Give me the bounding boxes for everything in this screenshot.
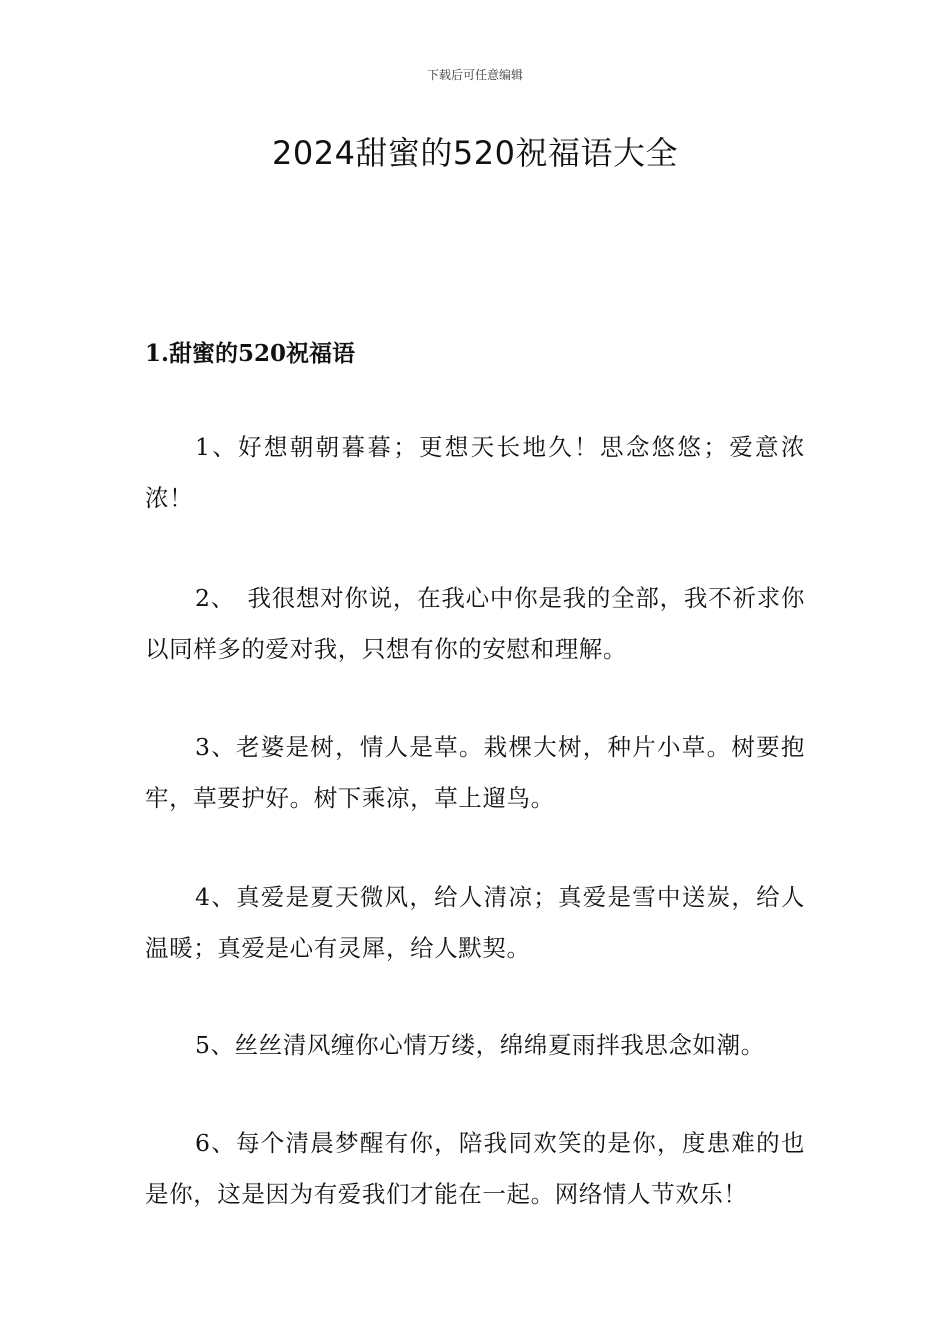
blessing-item-4: 4、真爱是夏天微风，给人清凉；真爱是雪中送炭，给人温暖；真爱是心有灵犀，给人默契。 xyxy=(145,883,805,962)
document-title: 2024甜蜜的520祝福语大全 xyxy=(271,134,679,172)
blessing-item-1: 1、好想朝朝暮暮；更想天长地久！思念悠悠；爱意浓浓！ xyxy=(145,433,805,512)
blessing-item-2: 2、 我很想对你说，在我心中你是我的全部，我不祈求你以同样多的爱对我，只想有你的安慰和理解。 xyxy=(145,584,805,663)
blessing-item-6: 6、每个清晨梦醒有你，陪我同欢笑的是你，度患难的也是你，这是因为有爱我们才能在一起。网络情人节欢乐！ xyxy=(145,1129,805,1208)
blessing-item-3: 3、老婆是树，情人是草。栽棵大树，种片小草。树要抱牢，草要护好。树下乘凉，草上遛鸟。 xyxy=(145,733,805,812)
blessing-item-5: 5、丝丝清风缠你心情万缕，绵绵夏雨拌我思念如潮。 xyxy=(195,1031,765,1059)
header-note: 下载后可任意编辑 xyxy=(426,68,523,82)
section-heading: 1.甜蜜的520祝福语 xyxy=(145,340,356,367)
